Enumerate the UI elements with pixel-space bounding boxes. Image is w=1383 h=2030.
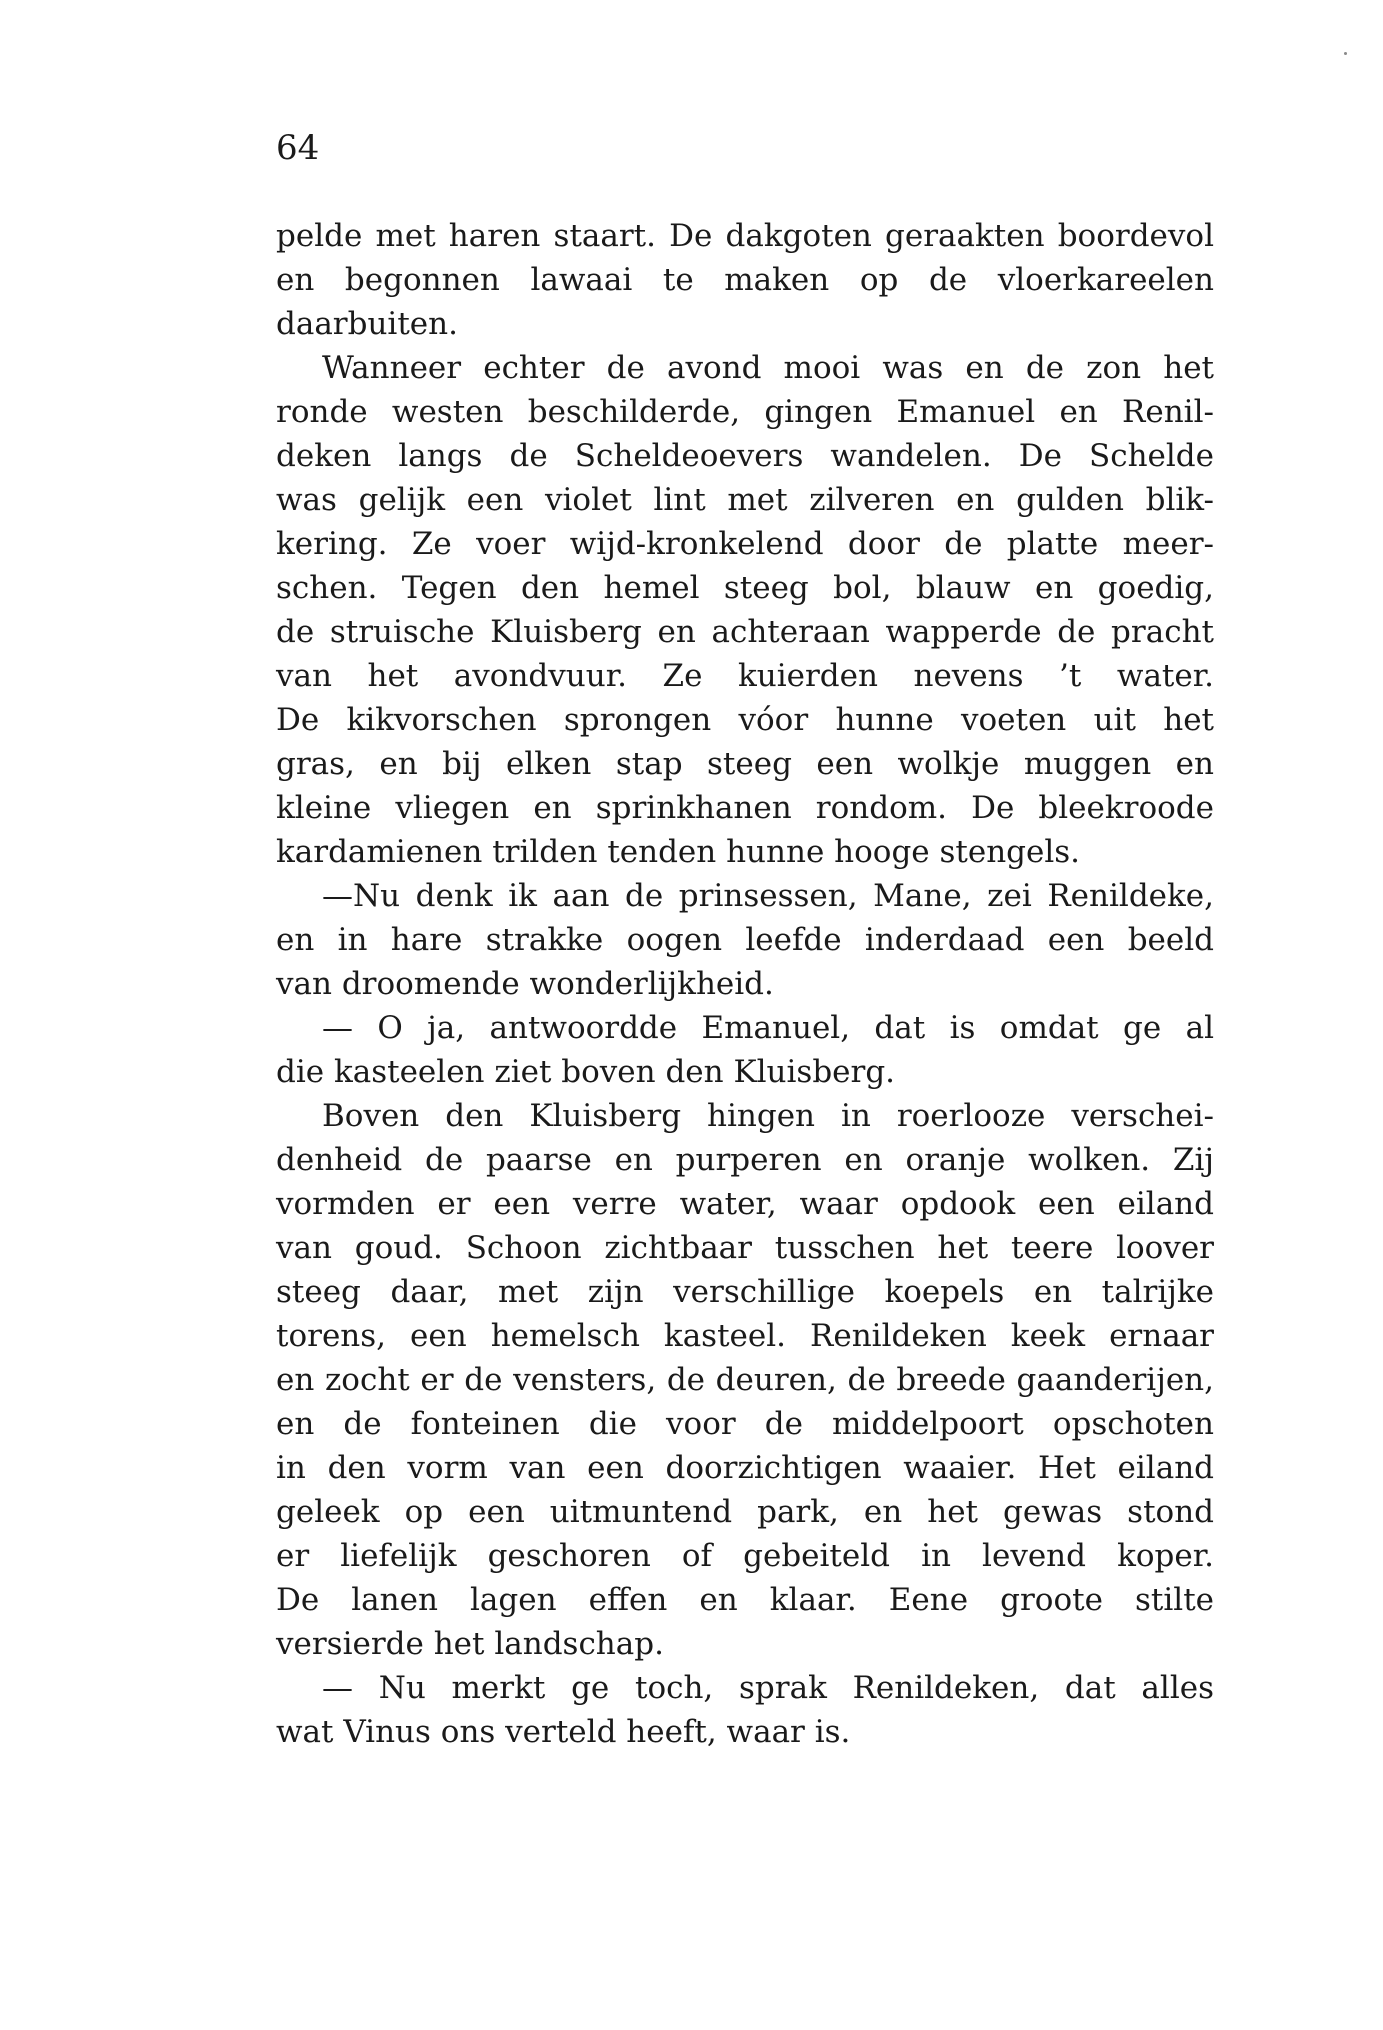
text-line: schen. Tegen den hemel steeg bol, blauw en goedig, — [276, 570, 1214, 606]
text-line: kardamienen trilden tenden hunne hooge stengels. — [276, 834, 1081, 870]
paragraph — [276, 214, 1214, 346]
text-line: daarbuiten. — [276, 306, 458, 342]
page-number: 64 — [276, 128, 320, 168]
text-line: Wanneer echter de avond mooi was en de zon het — [322, 350, 1214, 386]
text-line: de struische Kluisberg en achteraan wapperde de pracht — [276, 614, 1214, 650]
text-line: wat Vinus ons verteld heeft, waar is. — [276, 1714, 851, 1750]
text-line: vormden er een verre water, waar opdook een eiland — [276, 1186, 1214, 1222]
text-line: en in hare strakke oogen leefde inderdaad een beeld — [276, 922, 1214, 958]
text-line: — Nu merkt ge toch, sprak Renildeken, dat alles — [322, 1670, 1214, 1706]
text-line: steeg daar, met zijn verschillige koepels en talrijke — [276, 1274, 1214, 1310]
text-line: denheid de paarse en purperen en oranje wolken. Zij — [276, 1142, 1214, 1178]
text-line: Boven den Kluisberg hingen in roerlooze verschei- — [322, 1098, 1214, 1134]
paragraph — [276, 346, 1214, 874]
text-line: er liefelijk geschoren of gebeiteld in levend koper. — [276, 1538, 1214, 1574]
text-line: van goud. Schoon zichtbaar tusschen het teere loover — [276, 1230, 1214, 1266]
text-line: van het avondvuur. Ze kuierden nevens ’t water. — [276, 658, 1214, 694]
text-line: en zocht er de vensters, de deuren, de breede gaanderijen, — [276, 1362, 1214, 1398]
text-line: was gelijk een violet lint met zilveren en gulden blik- — [276, 482, 1214, 518]
text-line: geleek op een uitmuntend park, en het gewas stond — [276, 1494, 1214, 1530]
text-line: De kikvorschen sprongen vóor hunne voeten uit het — [276, 702, 1214, 738]
text-line: pelde met haren staart. De dakgoten geraakten boordevol — [276, 218, 1214, 254]
paragraph — [276, 1094, 1214, 1666]
text-line: die kasteelen ziet boven den Kluisberg. — [276, 1054, 896, 1090]
text-line: ronde westen beschilderde, gingen Emanuel en Renil- — [276, 394, 1214, 430]
text-line: —Nu denk ik aan de prinsessen, Mane, zei Renildeke, — [322, 878, 1214, 914]
text-line: en begonnen lawaai te maken op de vloerkareelen — [276, 262, 1214, 298]
text-line: De lanen lagen effen en klaar. Eene groote stilte — [276, 1582, 1214, 1618]
scan-speck — [1344, 52, 1347, 55]
text-line: in den vorm van een doorzichtigen waaier. Het eiland — [276, 1450, 1214, 1486]
paragraph — [276, 1666, 1214, 1754]
text-line: en de fonteinen die voor de middelpoort opschoten — [276, 1406, 1214, 1442]
text-line: kleine vliegen en sprinkhanen rondom. De bleekroode — [276, 790, 1214, 826]
text-line: torens, een hemelsch kasteel. Renildeken keek ernaar — [276, 1318, 1214, 1354]
text-line: gras, en bij elken stap steeg een wolkje muggen en — [276, 746, 1214, 782]
paragraph — [276, 874, 1214, 1006]
body-text — [276, 214, 1214, 1754]
text-line: kering. Ze voer wijd-kronkelend door de platte meer- — [276, 526, 1214, 562]
text-line: — O ja, antwoordde Emanuel, dat is omdat ge al — [322, 1010, 1214, 1046]
paragraph — [276, 1006, 1214, 1094]
text-line: van droomende wonderlijkheid. — [276, 966, 774, 1002]
text-line: deken langs de Scheldeoevers wandelen. De Schelde — [276, 438, 1214, 474]
text-line: versierde het landschap. — [276, 1626, 664, 1662]
